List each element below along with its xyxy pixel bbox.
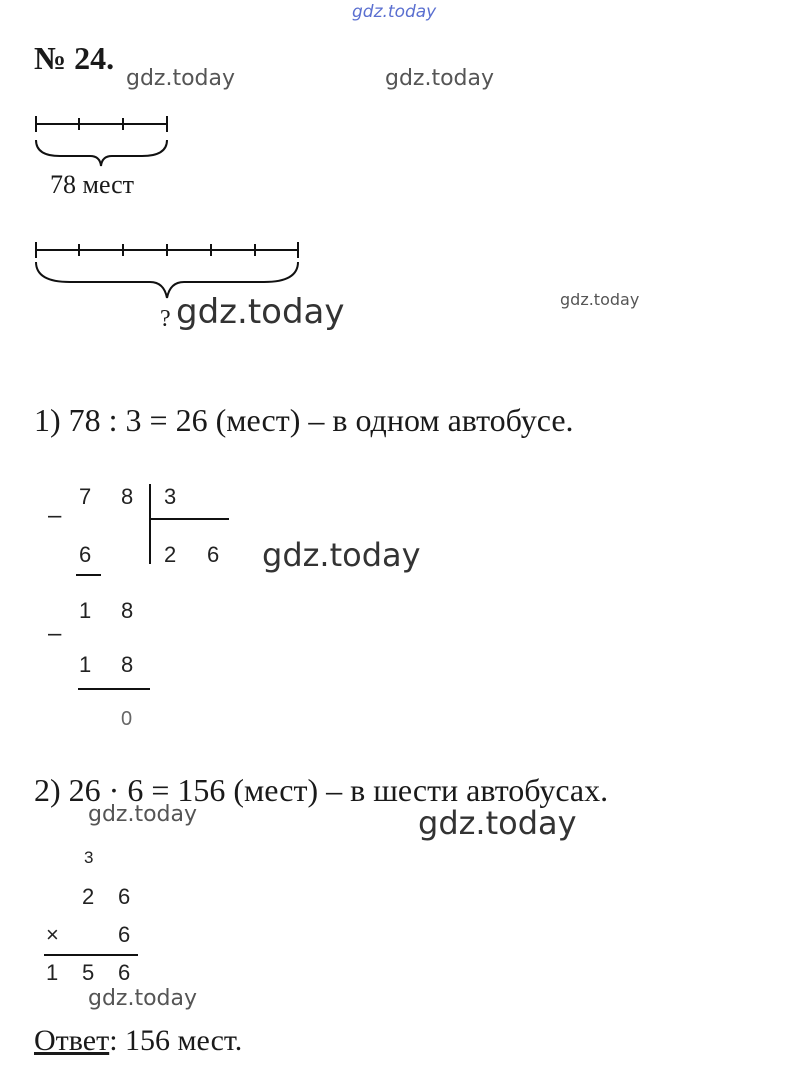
watermark: gdz.today — [262, 536, 421, 574]
subtrahend-digit: 1 — [79, 652, 92, 677]
quotient-digit: 2 — [164, 542, 177, 567]
multiplicand-digit: 6 — [118, 884, 131, 909]
top-segment-label: 78 мест — [50, 170, 135, 199]
watermark: gdz.today — [126, 66, 236, 91]
division-digit: 8 — [121, 484, 134, 509]
remainder-digit: 1 — [79, 598, 92, 623]
watermark: gdz.today — [418, 804, 577, 842]
watermark: gdz.today — [385, 66, 495, 91]
watermark-top: gdz.today — [352, 2, 437, 22]
multiplier-digit: 6 — [118, 922, 131, 947]
segment-diagram-bottom — [30, 238, 310, 308]
carry-digit: 3 — [84, 848, 94, 867]
watermark: gdz.today — [176, 292, 345, 332]
division-result: 0 — [121, 708, 133, 730]
subtrahend-digit: 8 — [121, 652, 134, 677]
subtrahend: 6 — [79, 542, 92, 567]
remainder-digit: 8 — [121, 598, 134, 623]
answer — [34, 1024, 242, 1058]
bottom-segment-label: ? — [160, 306, 171, 332]
watermark: gdz.today — [560, 290, 640, 309]
quotient-digit: 6 — [207, 542, 220, 567]
answer-label: Ответ — [34, 1024, 110, 1057]
multiplicand-digit: 2 — [82, 884, 95, 909]
division-digit: 7 — [79, 484, 92, 509]
segment-diagram-top — [30, 112, 180, 172]
watermark: gdz.today — [88, 986, 198, 1011]
division-bar-vertical — [149, 484, 151, 564]
multiplication-line — [44, 954, 138, 956]
subtraction-line — [78, 688, 150, 690]
step2-text: 2) 26 · 6 = 156 (мест) – в шести автобусах. — [34, 772, 609, 808]
minus-sign: – — [48, 502, 62, 529]
step1-text: 1) 78 : 3 = 26 (мест) – в одном автобусе. — [34, 402, 574, 438]
product-digit: 1 — [46, 960, 59, 985]
problem-number: № 24. — [34, 40, 115, 76]
minus-sign: – — [48, 620, 62, 647]
division-bar-horizontal — [149, 518, 229, 520]
watermark: gdz.today — [88, 802, 198, 827]
answer-text: : 156 мест. — [109, 1024, 243, 1057]
product-digit: 6 — [118, 960, 131, 985]
divisor: 3 — [164, 484, 177, 509]
product-digit: 5 — [82, 960, 95, 985]
subtraction-line — [76, 574, 101, 576]
times-sign: × — [46, 922, 59, 947]
